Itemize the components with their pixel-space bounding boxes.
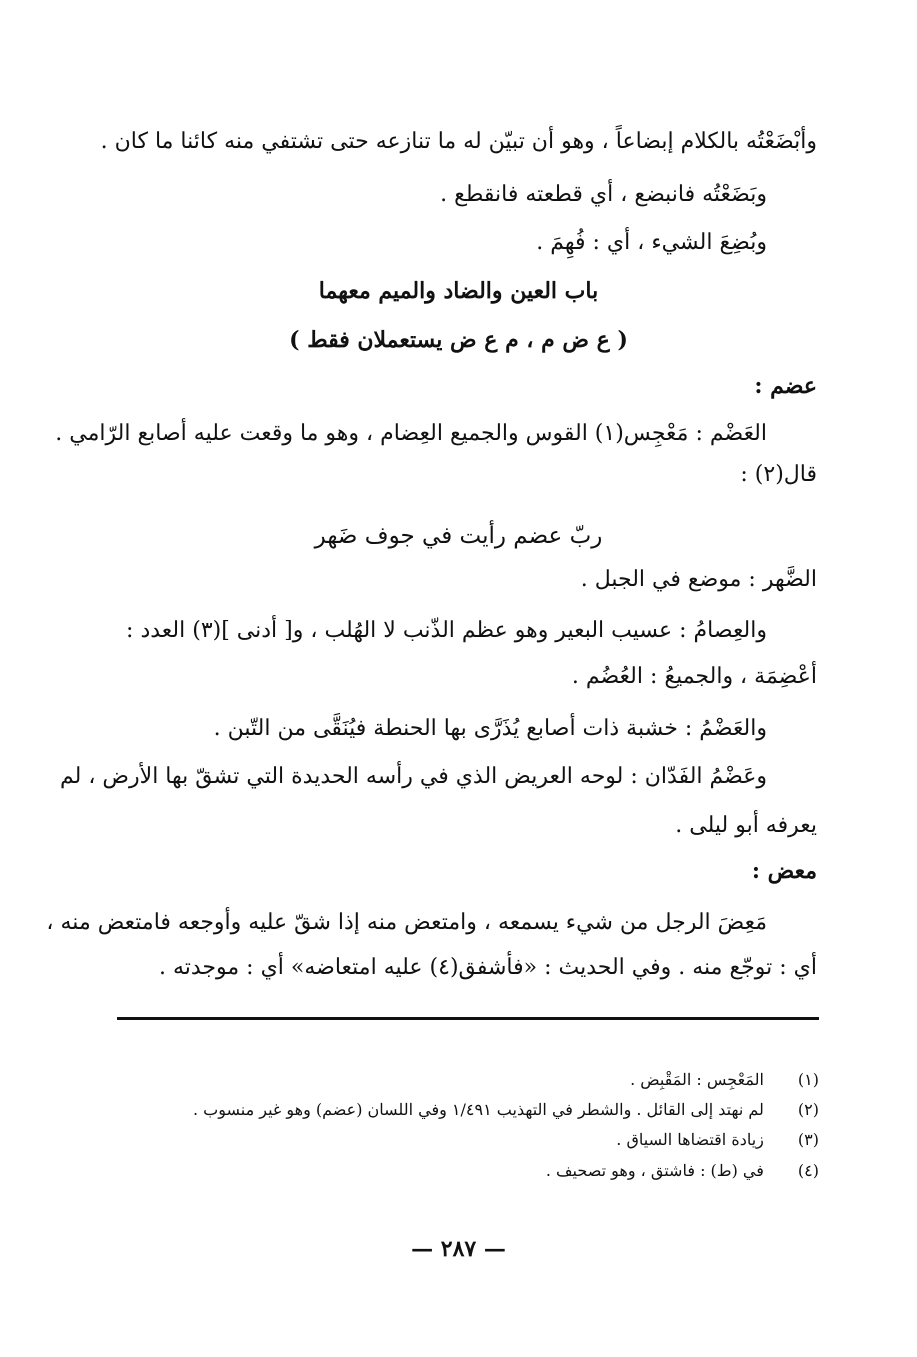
text-line: وأبْضَعْتُه بالكلام إبضاعاً ، وهو أن تبيّن له ما تنازعه حتى تشتفي منه كائنا ما كان . [100,129,817,154]
footnote-number: (٤) [797,1161,819,1180]
chapter-title: باب العين والضاد والميم معهما [318,278,599,304]
entry-heading: عضم : [754,373,817,399]
entry-heading: معض : [751,858,817,884]
footnote [180,1069,819,1091]
footnote [180,1160,819,1182]
text-line: وبَضَعْتُه فانبضع ، أي قطعته فانقطع . [440,182,767,207]
text-line: والعِصامُ : عسيب البعير وهو عظم الذّنب لا الهُلب ، و[ أدنى ](٣) العدد : [126,618,767,643]
text-line: والعَضْمُ : خشبة ذات أصابع يُذَرَّى بها الحنطة فيُنَقَّى من التّبن . [213,716,767,741]
footnote [180,1099,819,1121]
text-line: أي : توجّع منه . وفي الحديث : «فأشفق(٤) عليه امتعاضه» أي : موجدته . [158,955,817,980]
footnote-text: المَعْجِس : المَقْبِض . [630,1070,764,1089]
footnote-number: (١) [797,1070,819,1089]
text-line: العَضْم : مَعْجِس(١) القوس والجميع العِضام ، وهو ما وقعت عليه أصابع الرّامي . [55,421,767,446]
footnote-text: لم نهتد إلى القائل . والشطر في التهذيب ١/٤٩١ وفي اللسان (عضم) وهو غير منسوب . [193,1100,764,1119]
text-line: وبُضِعَ الشيء ، أي : فُهِمَ . [536,230,767,255]
text-line: مَعِضَ الرجل من شيء يسمعه ، وامتعض منه إذا شقّ عليه وأوجعه فامتعض منه ، [46,910,767,935]
footnote-text: في (ط) : فاشتق ، وهو تصحيف . [545,1161,764,1180]
footnote-number: (٢) [797,1100,819,1119]
text-line: الضَّهر : موضع في الجبل . [580,567,817,592]
footnote-divider [117,1017,819,1020]
text-line: يعرفه أبو ليلى . [675,813,817,838]
text-line: أعْضِمَة ، والجميعُ : العُضُم . [571,664,817,689]
text-line: قال(٢) : [740,462,817,487]
footnote-text: زيادة اقتضاها السياق . [616,1130,764,1149]
page-number: — ٢٨٧ — [411,1236,506,1262]
verse-line: ربّ عضم رأيت في جوف ضَهر [314,523,603,549]
text-line: وعَضْمُ الفَدّان : لوحه العريض الذي في رأسه الحديدة التي تشقّ بها الأرض ، لم [60,764,767,789]
footnote-number: (٣) [797,1130,819,1149]
footnote [180,1129,819,1151]
chapter-subtitle: ( ع ض م ، م ع ض يستعملان فقط ) [289,327,628,353]
